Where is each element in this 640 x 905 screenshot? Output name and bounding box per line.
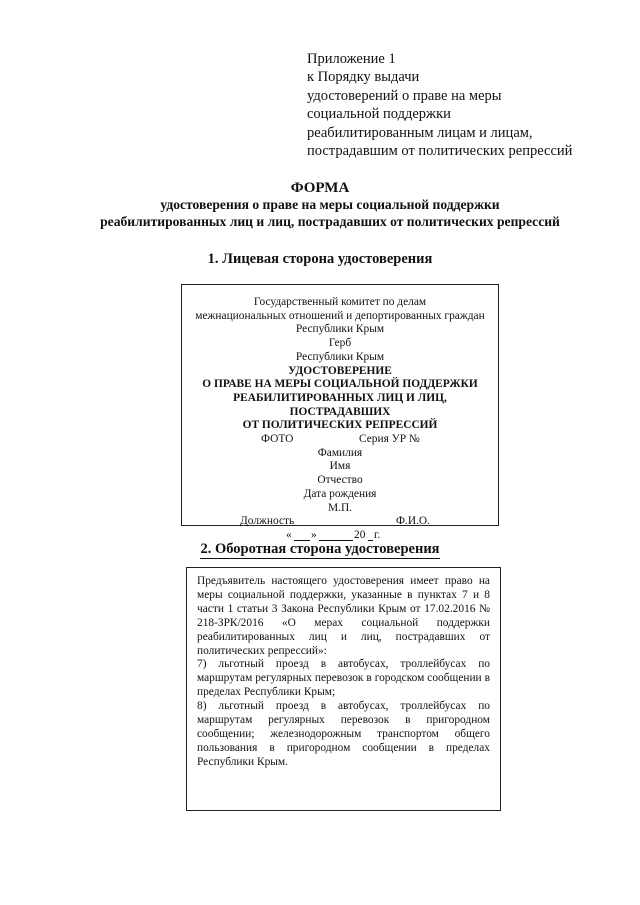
position-label: Должность <box>240 515 295 528</box>
certificate-front-box <box>181 284 499 541</box>
certificate-title: УДОСТОВЕРЕНИЕ <box>288 364 392 377</box>
surname-field: Фамилия <box>317 446 363 459</box>
birth-date-field: Дата рождения <box>303 487 377 500</box>
year-suffix: г. <box>374 528 381 541</box>
appendix-line: удостоверений о праве на меры <box>307 87 502 104</box>
emblem-label: Республики Крым <box>295 350 385 363</box>
date-close-quote: » <box>311 528 317 541</box>
front-side-heading-text: 1. Лицевая сторона удостоверения <box>207 251 433 267</box>
form-subtitle-line: реабилитированных лиц и лиц, пострадавших от политических репрессий <box>100 214 560 229</box>
appendix-line: реабилитированным лицам и лицам, <box>307 124 533 141</box>
back-side-heading-text: 2. Оборотная сторона удостоверения <box>200 541 440 557</box>
patronymic-field: Отчество <box>317 474 363 487</box>
photo-label: ФОТО <box>261 433 294 446</box>
appendix-line: Приложение 1 <box>307 51 396 67</box>
emblem-label: Герб <box>328 337 352 350</box>
form-title: ФОРМА <box>290 180 350 196</box>
appendix-line: социальной поддержки <box>307 106 451 123</box>
name-field: Имя <box>329 460 351 473</box>
certificate-back-box <box>186 567 501 811</box>
appendix-line: пострадавшим от политических репрессий <box>307 143 573 160</box>
photo-series-row <box>182 433 498 447</box>
org-line: Республики Крым <box>295 323 385 336</box>
certificate-subtitle: РЕАБИЛИТИРОВАННЫХ ЛИЦ И ЛИЦ, ПОСТРАДАВШИХ <box>233 391 447 418</box>
certificate-subtitle: О ПРАВЕ НА МЕРЫ СОЦИАЛЬНОЙ ПОДДЕРЖКИ <box>202 378 478 391</box>
back-paragraph: 7) льготный проезд в автобусах, троллейбусах по маршрутам регулярных перевозок в городском сообщении в пределах Республики Крым; <box>197 658 490 699</box>
year-prefix: 20 <box>354 528 366 541</box>
back-paragraph: 8) льготный проезд в автобусах, троллейбусах по маршрутам регулярных перевозок в пригородном сообщении; железнодорожным транспортом общего пользования в пригородном сообщении в пределах Республики Крым. <box>197 700 490 768</box>
front-side-heading <box>0 250 640 268</box>
signature-row <box>182 515 498 529</box>
back-side-heading <box>0 540 640 558</box>
form-subtitle <box>60 196 600 230</box>
appendix-line: к Порядку выдачи <box>307 69 420 86</box>
date-open-quote: « <box>286 528 292 541</box>
stamp-label: М.П. <box>327 501 353 514</box>
org-line: Государственный комитет по делам <box>253 296 427 308</box>
appendix-block <box>307 50 607 160</box>
form-subtitle-line: удостоверения о праве на меры социальной поддержки <box>160 197 500 212</box>
series-label: Серия УР № <box>359 433 420 446</box>
org-line: межнациональных отношений и депортированных граждан <box>195 309 485 322</box>
back-paragraph: Предъявитель настоящего удостоверения имеет право на меры социальной поддержки, указанные в пунктах 7 и 8 части 1 статьи 3 Закона Республики Крым от 17.02.2016 № 218-ЗРК/2016 «О мерах социальной поддержки реабилитированных лиц и лиц, пострадавших от политических репрессий»: <box>197 575 490 657</box>
certificate-subtitle: ОТ ПОЛИТИЧЕСКИХ РЕПРЕССИЙ <box>242 419 438 432</box>
fio-label: Ф.И.О. <box>396 515 430 528</box>
